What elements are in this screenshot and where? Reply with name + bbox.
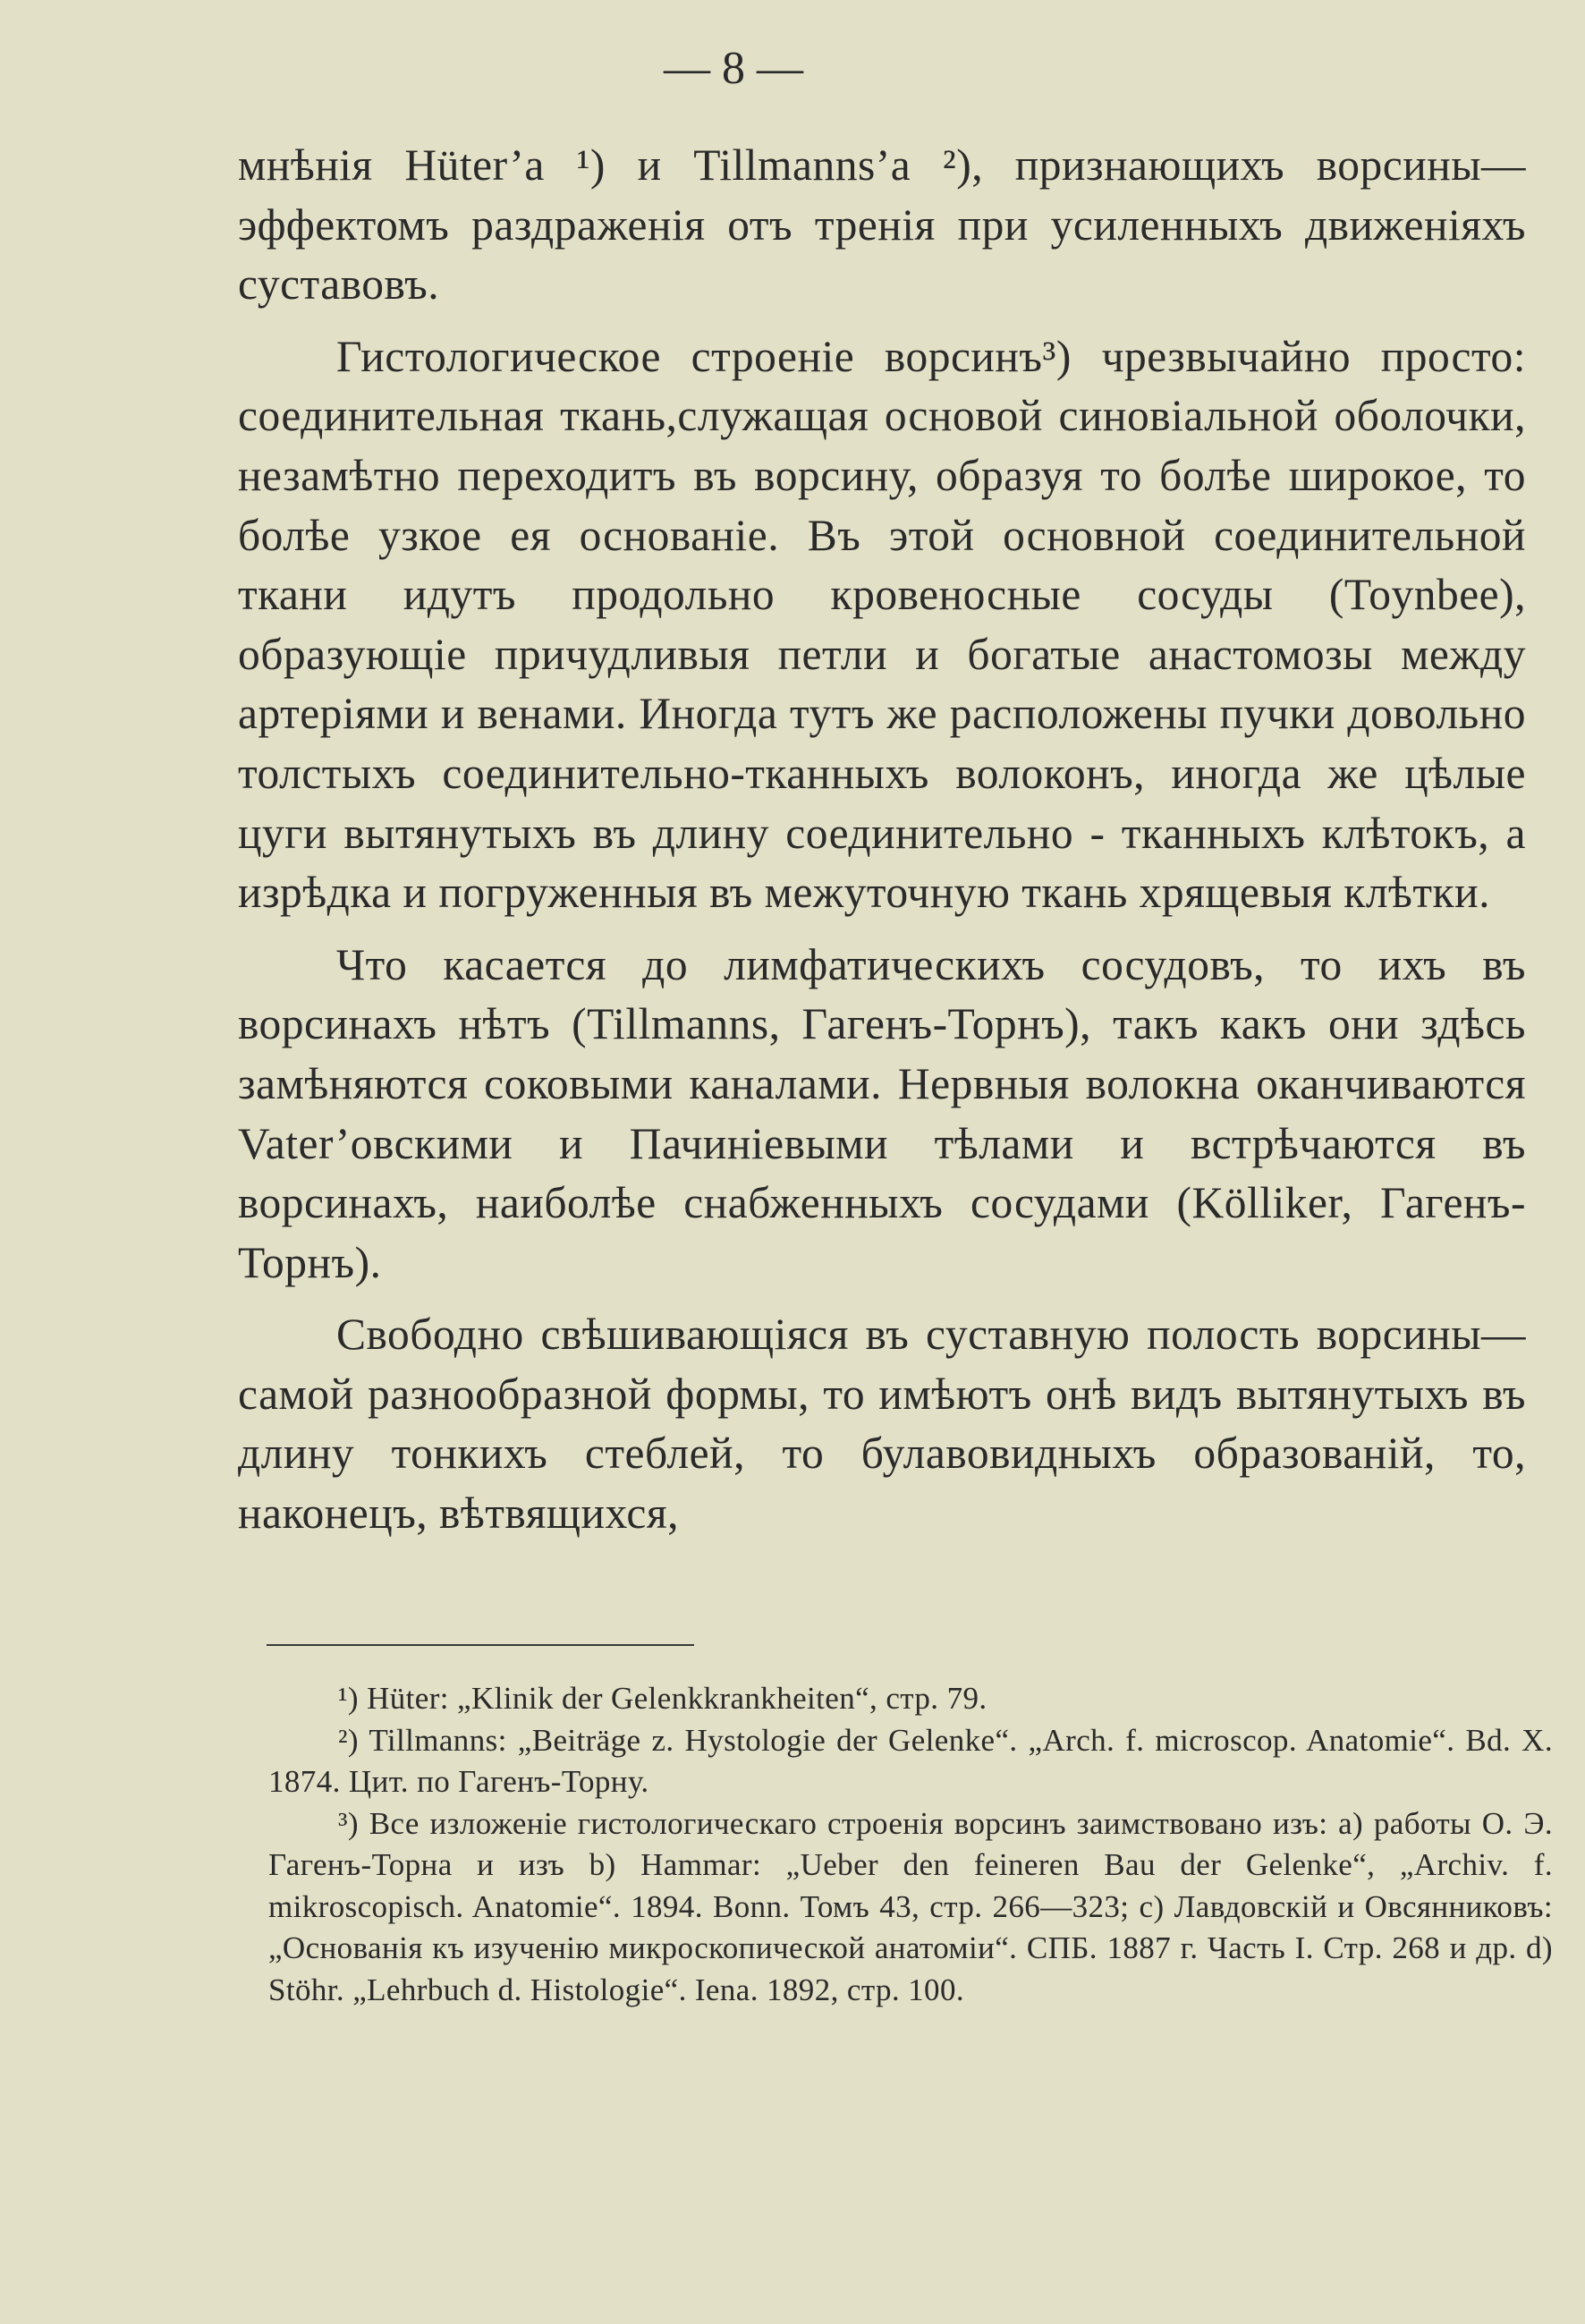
paragraph: мнѣнія Hüter’a ¹) и Tillmanns’a ²), признающихъ ворсины—эффектомъ раздраженія отъ тренія при усиленныхъ движеніяхъ суставовъ. bbox=[238, 140, 1526, 310]
footnote: ³) Все изложеніе гистологическаго строенія ворсинъ заимствовано изъ: a) работы О. Э. Гагенъ-Торна и изъ b) Hammar: „Ueber den feineren Bau der Gelenke“, „Archiv. f. mikroscopisch. Anatomie“. 1894. Bonn. Томъ 43, стр. 266—323; c) Лавдовскій и Овсянниковъ: „Основанія къ изученію микроскопической анатоміи“. СПБ. 1887 г. Часть I. Стр. 268 и др. d) Stöhr. „Lehrbuch d. Histologie“. Iena. 1892, стр. 100. bbox=[268, 1805, 1553, 2007]
body-text bbox=[238, 136, 1526, 1544]
page-number: — 8 — bbox=[664, 43, 803, 94]
footnotes bbox=[268, 1678, 1553, 2011]
footnote-divider bbox=[267, 1644, 694, 1646]
footnote: ¹) Hüter: „Klinik der Gelenkkrankheiten“, стр. 79. bbox=[338, 1681, 987, 1716]
paragraph: Что касается до лимфатическихъ сосудовъ, то ихъ въ ворсинахъ нѣтъ (Tillmanns, Гагенъ-Торнъ), такъ какъ они здѣсь замѣняются соковыми каналами. Нервныя волокна оканчиваются Vater’овскими и Пачиніевыми тѣлами и встрѣчаются въ ворсинахъ, наиболѣе снабженныхъ сосудами (Kölliker, Гагенъ-Торнъ). bbox=[238, 939, 1526, 1287]
paragraph: Свободно свѣшивающіяся въ суставную полость ворсины—самой разнообразной формы, то имѣютъ онѣ видъ вытянутыхъ въ длину тонкихъ стеблей, то булавовидныхъ образованій, то, наконецъ, вѣтвящихся, bbox=[238, 1310, 1526, 1539]
footnote: ²) Tillmanns: „Beiträge z. Hystologie der Gelenke“. „Arch. f. microscop. Anatomie“. Bd. X. 1874. Цит. по Гагенъ-Торну. bbox=[268, 1722, 1553, 1799]
paragraph: Гистологическое строеніе ворсинъ³) чрезвычайно просто: соединительная ткань,служащая основой синовіальной оболочки, незамѣтно переходитъ въ ворсину, образуя то болѣе широкое, то болѣе узкое ея основаніе. Въ этой основной соединительной ткани идутъ продольно кровеносные сосуды (Toynbee), образующіе причудливыя петли и богатые анастомозы между артеріями и венами. Иногда тутъ же расположены пучки довольно толстыхъ соединительно-тканныхъ волоконъ, иногда же цѣлые цуги вытянутыхъ въ длину соединительно - тканныхъ клѣтокъ, а изрѣдка и погруженныя въ межуточную ткань хрящевыя клѣтки. bbox=[238, 331, 1526, 918]
